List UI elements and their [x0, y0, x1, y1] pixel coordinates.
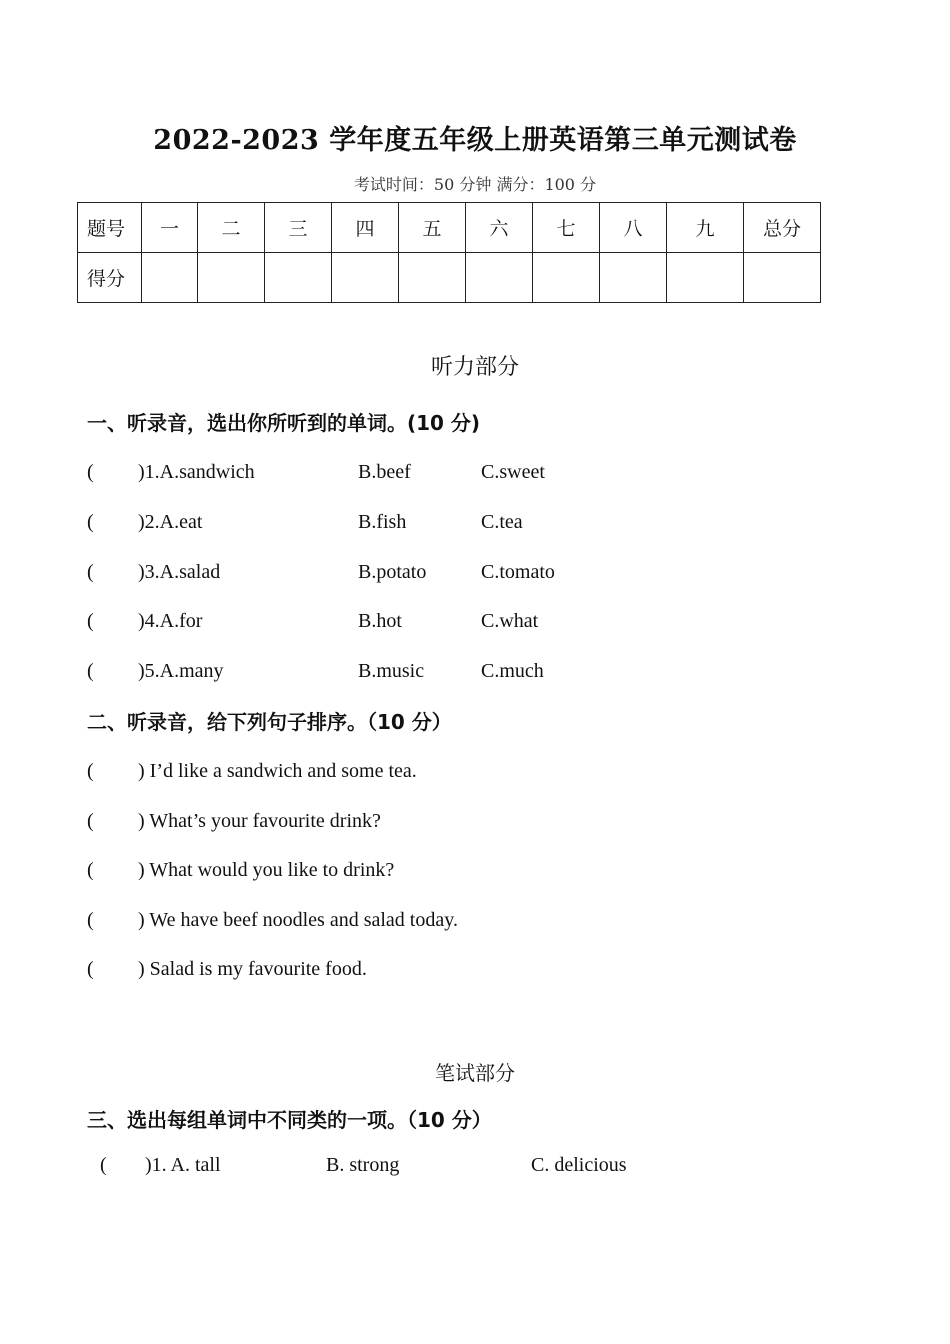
part1-heading: 一、听录音，选出你所听到的单词。(10 分) — [87, 411, 481, 435]
exam-info: 考试时间：50 分钟 满分：100 分 — [353, 175, 597, 194]
score-cell[interactable] — [744, 253, 821, 303]
answer-blank[interactable]: ( — [100, 1154, 107, 1176]
answer-blank[interactable]: ( — [87, 561, 94, 583]
option-b: B. strong — [326, 1154, 400, 1176]
score-cell[interactable] — [466, 253, 533, 303]
table-cell: 六 — [466, 203, 533, 253]
answer-blank[interactable]: ( — [87, 610, 94, 632]
table-cell: 二 — [198, 203, 265, 253]
answer-blank[interactable]: ( — [87, 461, 94, 483]
page-title: 2022-2023 学年度五年级上册英语第三单元测试卷 — [153, 125, 797, 156]
option-a: )5.A.many — [138, 660, 224, 682]
sentence: ) What’s your favourite drink? — [138, 810, 381, 832]
sentence: ) I’d like a sandwich and some tea. — [138, 760, 417, 782]
option-a: )2.A.eat — [138, 511, 203, 533]
option-b: B.fish — [358, 511, 407, 533]
score-table — [77, 202, 821, 303]
option-b: B.music — [358, 660, 425, 682]
score-cell[interactable] — [332, 253, 399, 303]
score-cell[interactable] — [533, 253, 600, 303]
sentence: ) Salad is my favourite food. — [138, 958, 367, 980]
answer-blank[interactable]: ( — [87, 760, 94, 782]
part2-heading: 二、听录音，给下列句子排序。（10 分） — [87, 710, 452, 734]
answer-blank[interactable]: ( — [87, 859, 94, 881]
table-cell: 九 — [667, 203, 744, 253]
table-cell-label: 题号 — [78, 203, 142, 253]
option-b: B.potato — [358, 561, 427, 583]
score-cell[interactable] — [399, 253, 466, 303]
table-cell: 五 — [399, 203, 466, 253]
table-cell: 总分 — [744, 203, 821, 253]
table-cell-label: 得分 — [78, 253, 142, 303]
table-cell: 三 — [265, 203, 332, 253]
option-b: B.beef — [358, 461, 411, 483]
score-cell[interactable] — [142, 253, 198, 303]
option-a: )1. A. tall — [145, 1154, 221, 1176]
option-c: C.much — [481, 660, 544, 682]
sentence: ) What would you like to drink? — [138, 859, 395, 881]
answer-blank[interactable]: ( — [87, 660, 94, 682]
option-c: C.sweet — [481, 461, 545, 483]
option-b: B.hot — [358, 610, 402, 632]
option-c: C.tomato — [481, 561, 555, 583]
table-cell: 七 — [533, 203, 600, 253]
option-c: C.tea — [481, 511, 523, 533]
option-c: C.what — [481, 610, 539, 632]
option-a: )3.A.salad — [138, 561, 221, 583]
answer-blank[interactable]: ( — [87, 958, 94, 980]
score-table-score-row — [78, 253, 821, 303]
option-a: )4.A.for — [138, 610, 203, 632]
listening-section-title: 听力部分 — [430, 355, 519, 380]
score-cell[interactable] — [600, 253, 667, 303]
answer-blank[interactable]: ( — [87, 810, 94, 832]
score-cell[interactable] — [667, 253, 744, 303]
part3-heading: 三、选出每组单词中不同类的一项。（10 分） — [87, 1108, 492, 1132]
answer-blank[interactable]: ( — [87, 511, 94, 533]
writing-section-title: 笔试部分 — [435, 1061, 515, 1085]
score-cell[interactable] — [265, 253, 332, 303]
table-cell: 四 — [332, 203, 399, 253]
option-c: C. delicious — [531, 1154, 627, 1176]
table-cell: 一 — [142, 203, 198, 253]
score-table-header-row — [78, 203, 821, 253]
answer-blank[interactable]: ( — [87, 909, 94, 931]
option-a: )1.A.sandwich — [138, 461, 255, 483]
sentence: ) We have beef noodles and salad today. — [138, 909, 458, 931]
table-cell: 八 — [600, 203, 667, 253]
score-cell[interactable] — [198, 253, 265, 303]
